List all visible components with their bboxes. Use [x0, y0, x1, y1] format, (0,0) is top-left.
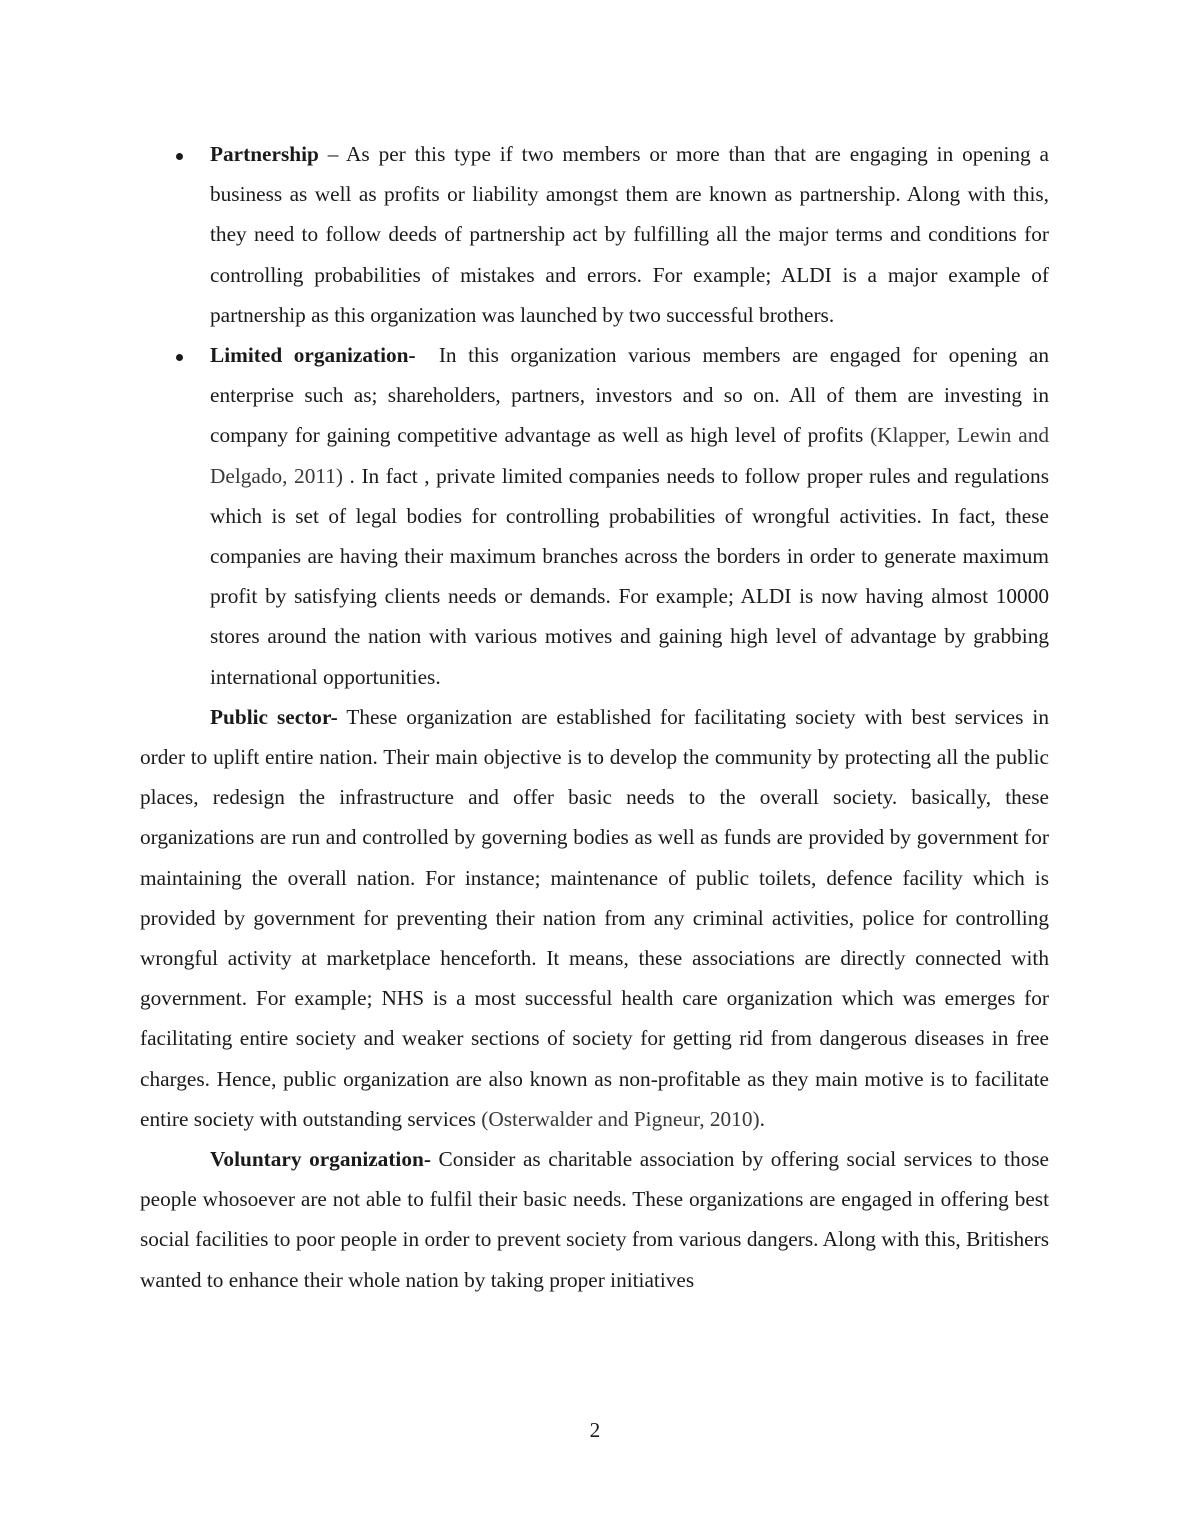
paragraph-voluntary-organization — [140, 1139, 1049, 1300]
list-item-limited-organization — [140, 335, 1055, 697]
citation-klapper: (Klapper, Lewin and Delgado, 2011) — [210, 423, 1050, 488]
public-sector-text: These organization are established for facilitating society with best services in order to uplift entire nation. Their main objective is to develop the community by protecting all the public places, redesign the infrastructure and offer basic needs to the overall society. basically, these organizations are run and controlled by governing bodies as well as funds are provided by government for maintaining the overall nation. For instance; maintenance of public toilets, defence facility which is provided by government for preventing their nation from any criminal activities, police for controlling wrongful activity at marketplace henceforth. It means, these associations are directly connected with government. For example; NHS is a most successful health care organization which was emerges for facilitating entire society and weaker sections of society for getting rid from dangerous diseases in free charges. Hence, public organization are also known as non-profitable as they main motive is to facilitate entire society with outstanding services — [140, 704, 1049, 1131]
partnership-text: – As per this type if two members or more than that are engaging in opening a business as well as profits or liability amongst them are known as partnership. Along with this, they need to follow deeds of partnership act by fulfilling all the major terms and conditions for controlling probabilities of mistakes and errors. For example; ALDI is a major example of partnership as this organization was launched by two successful brothers. — [210, 142, 1049, 327]
list-item-partnership — [140, 134, 1049, 335]
term-limited-organization: Limited organization- — [210, 343, 416, 368]
organization-types-list — [140, 134, 1055, 697]
limited-organization-text: In this organization various members are engaged for opening an enterprise such as; shareholders, partners, investors and so on. All of them are investing in company for gaining competitive advantage as well as high level of profits — [210, 343, 1055, 448]
document-body — [140, 134, 1055, 1300]
paragraph-public-sector — [140, 697, 1049, 1139]
page-number: 2 — [589, 1418, 601, 1442]
voluntary-organization-text: Consider as charitable association by offering social services to those people whosoever are not able to fulfil their basic needs. These organizations are engaged in offering best social facilities to poor people in order to prevent society from various dangers. Along with this, Britishers wanted to enhance their whole nation by taking proper initiatives — [140, 1147, 1049, 1292]
bullet-icon — [173, 335, 185, 375]
citation-osterwalder: (Osterwalder and Pigneur, 2010) — [481, 1106, 760, 1131]
limited-organization-text-continued: . In fact , private limited companies needs to follow proper rules and regulations which is set of legal bodies for controlling probabilities of wrongful activities. In fact, these companies are having their maximum branches across the borders in order to generate maximum profit by satisfying clients needs or demands. For example; ALDI is now having almost 10000 stores around the nation with various motives and gaining high level of advantage by grabbing international opportunities. — [210, 463, 1049, 689]
public-sector-text-end: . — [759, 1106, 765, 1131]
term-voluntary-organization: Voluntary organization- — [210, 1147, 431, 1172]
term-partnership: Partnership — [210, 142, 319, 166]
bullet-icon — [173, 134, 185, 174]
term-public-sector: Public sector- — [210, 704, 338, 729]
